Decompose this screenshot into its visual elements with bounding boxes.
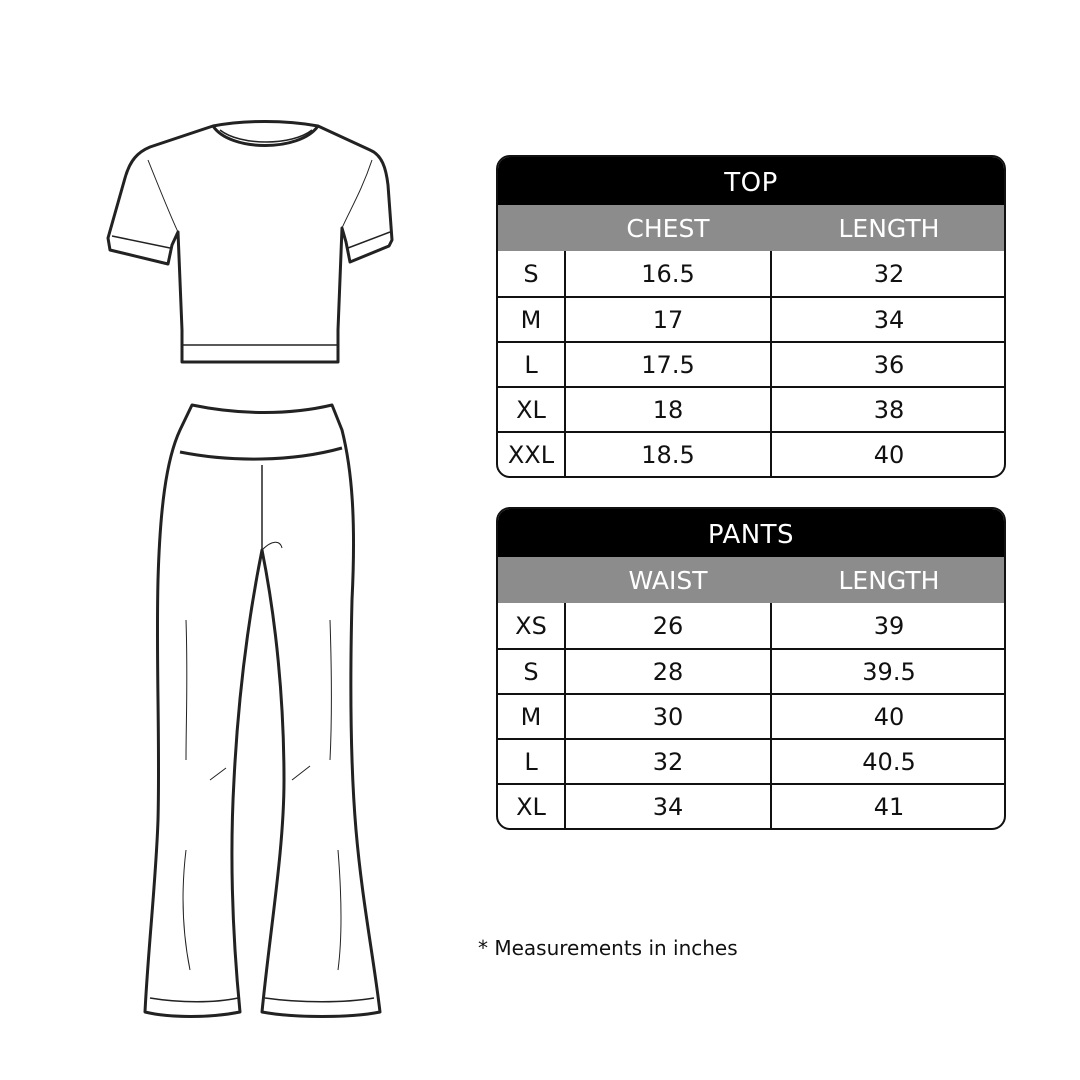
garment-illustrations	[0, 0, 480, 1080]
top-table-body	[498, 251, 1004, 476]
table-row	[498, 603, 1004, 648]
size-cell: S	[498, 251, 566, 296]
length-cell: 38	[873, 395, 905, 424]
size-cell: M	[498, 298, 566, 341]
table-row	[498, 431, 1004, 476]
size-cell: XS	[498, 603, 566, 648]
pants-table-header	[498, 557, 1004, 603]
length-cell: 40.5	[862, 747, 916, 776]
table-row	[498, 341, 1004, 386]
top-table-header	[498, 205, 1004, 251]
table-row	[498, 693, 1004, 738]
length-cell: 40	[873, 702, 905, 731]
size-cell: L	[498, 343, 566, 386]
chest-cell: 18	[566, 388, 772, 431]
chest-cell: 16.5	[566, 251, 772, 296]
table-row	[498, 251, 1004, 296]
chest-column-header: CHEST	[626, 213, 710, 243]
length-column-header: LENGTH	[838, 213, 940, 243]
top-size-table	[496, 155, 1006, 478]
size-cell: M	[498, 695, 566, 738]
size-cell: XXL	[498, 433, 566, 476]
waist-cell: 28	[566, 650, 772, 693]
length-cell: 34	[873, 305, 905, 334]
length-column-header: LENGTH	[838, 565, 940, 595]
crop-top-illustration	[108, 122, 392, 363]
flare-pants-illustration	[145, 405, 380, 1017]
length-cell: 32	[873, 259, 905, 288]
table-row	[498, 783, 1004, 828]
length-cell: 40	[873, 440, 905, 469]
pants-size-table	[496, 507, 1006, 830]
table-row	[498, 296, 1004, 341]
size-cell: XL	[498, 785, 566, 828]
chest-cell: 17	[566, 298, 772, 341]
length-cell: 39	[873, 611, 905, 640]
waist-cell: 34	[566, 785, 772, 828]
length-cell: 41	[873, 792, 905, 821]
size-cell: L	[498, 740, 566, 783]
pants-table-title: PANTS	[498, 509, 1004, 557]
waist-cell: 26	[566, 603, 772, 648]
chest-cell: 18.5	[566, 433, 772, 476]
pants-table-body	[498, 603, 1004, 828]
size-cell: S	[498, 650, 566, 693]
table-row	[498, 738, 1004, 783]
length-cell: 39.5	[862, 657, 916, 686]
waist-cell: 30	[566, 695, 772, 738]
size-cell: XL	[498, 388, 566, 431]
length-cell: 36	[873, 350, 905, 379]
chest-cell: 17.5	[566, 343, 772, 386]
measurement-footnote: * Measurements in inches	[478, 936, 738, 960]
table-row	[498, 648, 1004, 693]
waist-column-header: WAIST	[628, 565, 708, 595]
top-table-title: TOP	[498, 157, 1004, 205]
waist-cell: 32	[566, 740, 772, 783]
table-row	[498, 386, 1004, 431]
